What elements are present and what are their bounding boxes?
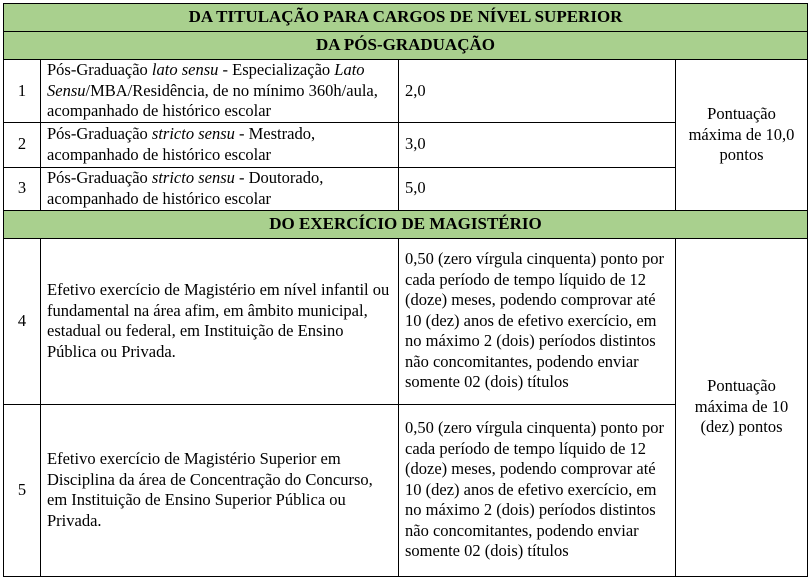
max-points-teaching: Pontuação máxima de 10 (dez) pontos: [676, 238, 808, 576]
row-number: 3: [4, 167, 41, 210]
section-heading-teaching: DO EXERCÍCIO DE MAGISTÉRIO: [4, 210, 808, 238]
row-number: 4: [4, 238, 41, 404]
row-description: Efetivo exercício de Magistério Superior em Disciplina da área de Concentração do Concurso, em Instituição de Ensino Superior Pública ou Privada.: [41, 404, 399, 576]
table-row: [4, 60, 808, 123]
row-value: 3,0: [399, 122, 676, 167]
row-description: Pós-Graduação lato sensu - Especialização Lato Sensu/MBA/Residência, de no mínimo 360h/aula, acompanhado de histórico escolar: [41, 60, 399, 123]
row-value: 0,50 (zero vírgula cinquenta) ponto por cada período de tempo líquido de 12 (doze) meses, podendo comprovar até 10 (dez) anos de efetivo exercício, em no máximo 2 (dois) períodos distintos não concomitantes, podendo enviar somente 02 (dois) títulos: [399, 238, 676, 404]
row-number: 2: [4, 122, 41, 167]
section-heading-row: [4, 210, 808, 238]
titles-table: [3, 3, 808, 577]
table-row: [4, 238, 808, 404]
row-value: 5,0: [399, 167, 676, 210]
section-heading-row: [4, 32, 808, 60]
row-number: 1: [4, 60, 41, 123]
row-number: 5: [4, 404, 41, 576]
row-description: Pós-Graduação stricto sensu - Mestrado, acompanhado de histórico escolar: [41, 122, 399, 167]
max-points-postgrad: Pontuação máxima de 10,0 pontos: [676, 60, 808, 211]
table-title-row: [4, 4, 808, 32]
row-value: 2,0: [399, 60, 676, 123]
table-title: DA TITULAÇÃO PARA CARGOS DE NÍVEL SUPERIOR: [4, 4, 808, 32]
row-description: Pós-Graduação stricto sensu - Doutorado, acompanhado de histórico escolar: [41, 167, 399, 210]
row-value: 0,50 (zero vírgula cinquenta) ponto por cada período de tempo líquido de 12 (doze) meses, podendo comprovar até 10 (dez) anos de efetivo exercício, em no máximo 2 (dois) períodos distintos não concomitantes, podendo enviar somente 02 (dois) títulos: [399, 404, 676, 576]
row-description: Efetivo exercício de Magistério em nível infantil ou fundamental na área afim, em âmbito municipal, estadual ou federal, em Instituição de Ensino Pública ou Privada.: [41, 238, 399, 404]
section-heading-postgrad: DA PÓS-GRADUAÇÃO: [4, 32, 808, 60]
